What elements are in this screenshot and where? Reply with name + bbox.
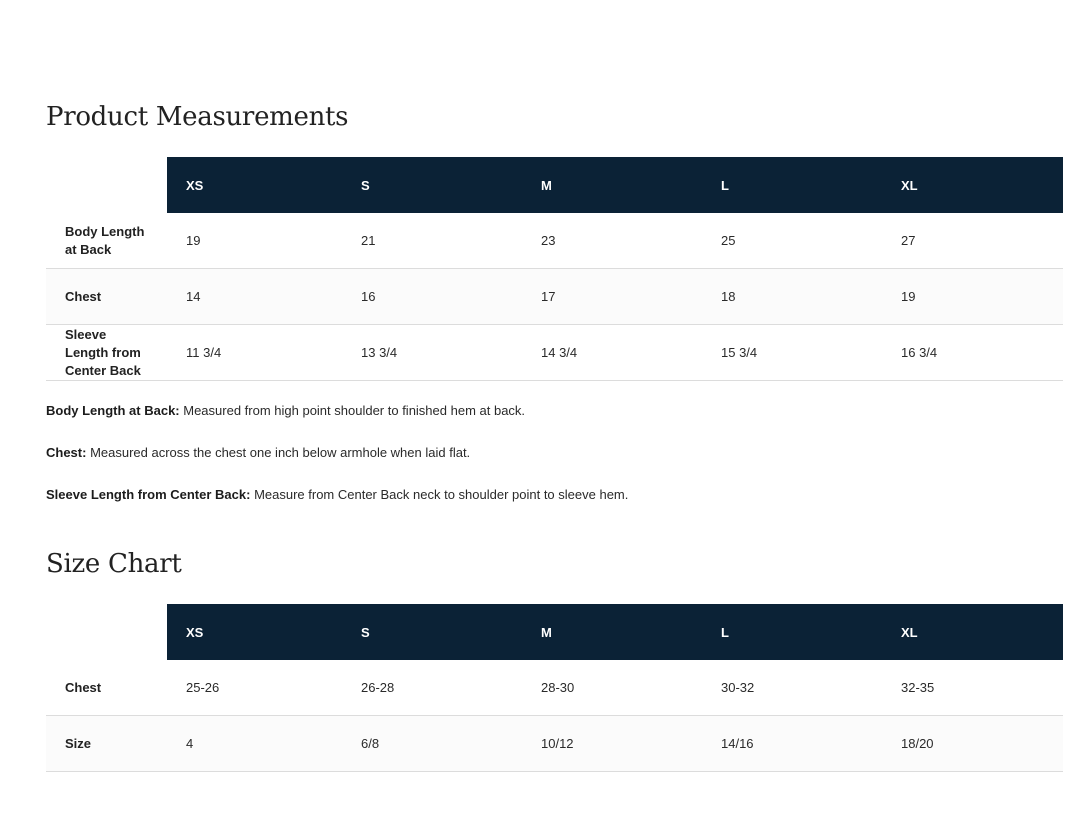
size-chart-header-corner — [46, 604, 167, 660]
note-term: Sleeve Length from Center Back: — [46, 487, 251, 502]
measurements-header-s: S — [342, 157, 522, 213]
row-label-chest: Chest — [46, 269, 167, 325]
table-cell: 26-28 — [342, 660, 522, 716]
table-cell: 17 — [522, 269, 702, 325]
note-body-length — [46, 403, 525, 419]
size-chart-title: Size Chart — [46, 549, 182, 579]
table-row — [46, 325, 1063, 381]
table-row — [46, 716, 1063, 772]
table-cell: 4 — [167, 716, 342, 772]
row-label-sleeve-length: Sleeve Length from Center Back — [46, 325, 167, 381]
size-chart-header-xl: XL — [882, 604, 1063, 660]
measurements-header-row — [46, 157, 1063, 213]
size-chart-table — [46, 604, 1063, 772]
row-label-chest: Chest — [46, 660, 167, 716]
table-cell: 6/8 — [342, 716, 522, 772]
note-text: Measured from high point shoulder to finished hem at back. — [179, 403, 526, 418]
table-cell: 25 — [702, 213, 882, 269]
size-chart-header-row — [46, 604, 1063, 660]
table-cell: 28-30 — [522, 660, 702, 716]
table-cell: 19 — [882, 269, 1063, 325]
measurements-header-corner — [46, 157, 167, 213]
table-cell: 11 3/4 — [167, 325, 342, 381]
table-row — [46, 213, 1063, 269]
table-cell: 30-32 — [702, 660, 882, 716]
table-cell: 14/16 — [702, 716, 882, 772]
note-sleeve-length — [46, 487, 628, 503]
table-cell: 15 3/4 — [702, 325, 882, 381]
table-cell: 16 — [342, 269, 522, 325]
table-cell: 27 — [882, 213, 1063, 269]
note-term: Chest: — [46, 445, 87, 460]
size-chart-header-xs: XS — [167, 604, 342, 660]
table-cell: 19 — [167, 213, 342, 269]
table-cell: 13 3/4 — [342, 325, 522, 381]
row-label-size: Size — [46, 716, 167, 772]
table-cell: 14 3/4 — [522, 325, 702, 381]
table-row — [46, 269, 1063, 325]
row-label-body-length: Body Length at Back — [46, 213, 167, 269]
table-cell: 25-26 — [167, 660, 342, 716]
table-cell: 23 — [522, 213, 702, 269]
size-chart-header-l: L — [702, 604, 882, 660]
note-text: Measure from Center Back neck to shoulder point to sleeve hem. — [250, 487, 629, 502]
table-cell: 10/12 — [522, 716, 702, 772]
table-cell: 18/20 — [882, 716, 1063, 772]
size-chart-header-s: S — [342, 604, 522, 660]
measurements-header-l: L — [702, 157, 882, 213]
measurements-header-xl: XL — [882, 157, 1063, 213]
measurements-header-m: M — [522, 157, 702, 213]
product-measurements-table — [46, 157, 1063, 381]
table-cell: 18 — [702, 269, 882, 325]
table-cell: 32-35 — [882, 660, 1063, 716]
table-cell: 21 — [342, 213, 522, 269]
size-chart-header-m: M — [522, 604, 702, 660]
table-cell: 16 3/4 — [882, 325, 1063, 381]
product-measurements-title: Product Measurements — [46, 102, 349, 132]
note-text: Measured across the chest one inch below armhole when laid flat. — [86, 445, 471, 460]
measurements-header-xs: XS — [167, 157, 342, 213]
table-row — [46, 660, 1063, 716]
note-chest — [46, 445, 470, 461]
table-cell: 14 — [167, 269, 342, 325]
note-term: Body Length at Back: — [46, 403, 180, 418]
